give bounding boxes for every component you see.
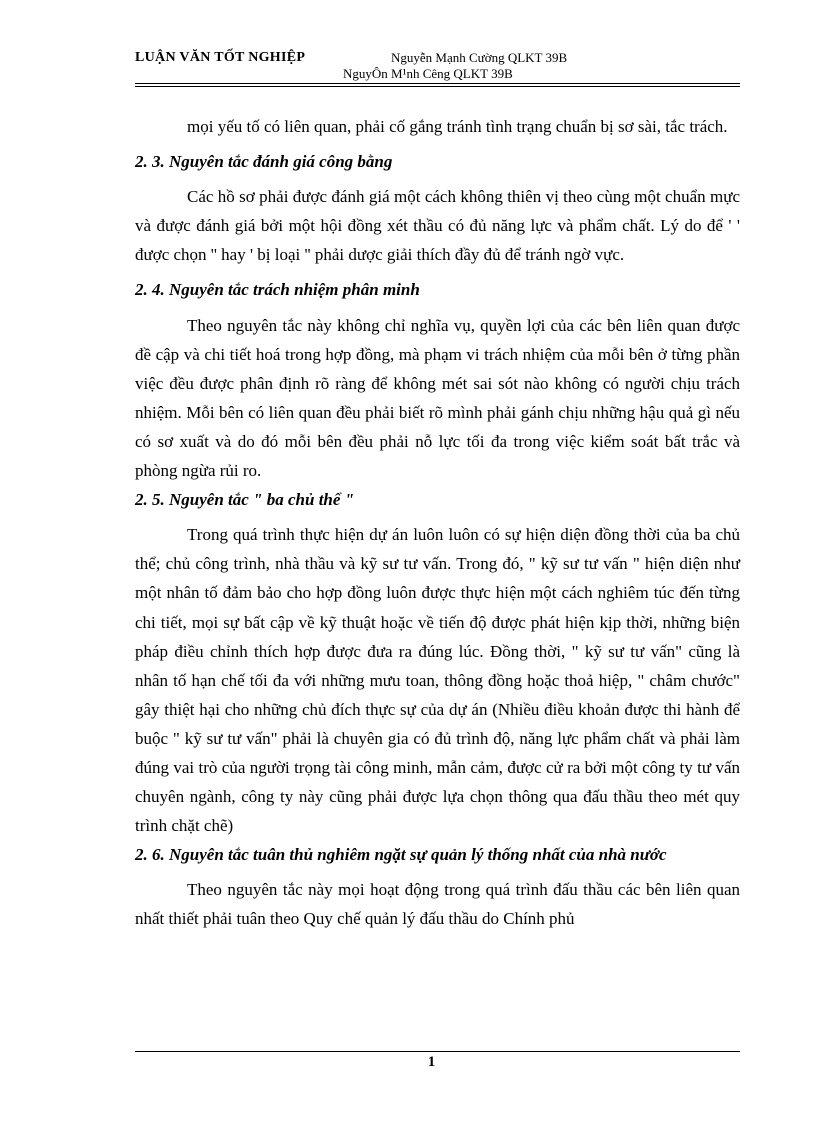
footer-divider: [135, 1051, 740, 1052]
document-body: [135, 112, 740, 934]
section-heading-2-3: 2. 3. Nguyên tắc đánh giá công bằng: [135, 152, 393, 172]
section-heading-2-6: 2. 6. Nguyên tắc tuân thủ nghiêm ngặt sự quản lý thống nhất của nhà nước: [135, 845, 667, 865]
author-line-2: NguyÔn M¹nh Cêng QLKT 39B: [343, 66, 513, 81]
paragraph-2-5: Trong quá trình thực hiện dự án luôn luôn có sự hiện diện đồng thời của ba chủ thể; chủ công trình, nhà thầu và kỹ sư tư vấn. Trong đó, " kỹ sư tư vấn " hiện diện như một nhân tố đảm bảo cho hợp đồng luôn được thực hiện một cách nghiêm túc đến từng chi tiết, mọi sự bất cập về kỹ thuật hoặc về tiến độ được phát hiện kịp thời, những biện pháp điều chỉnh thích hợp được đưa ra đúng lúc. Đồng thời, " kỹ sư tư vấn" cũng là nhân tố hạn chế tối đa với những mưu toan, thông đồng hoặc thoả hiệp, " châm chước" gây thiệt hại cho những chủ đích thực sự của dự án (Nhiều điều khoản được thi hành để buộc " kỹ sư tư vấn" phải là chuyên gia có đủ trình độ, năng lực phẩm chất và phải làm đúng vai trò của người trọng tài công minh, mẫn cảm, được cử ra bởi một công ty tư vấn chuyên ngành, công ty này cũng phải được lựa chọn thông qua đấu thầu theo mét quy trình chặt chẽ): [135, 525, 740, 836]
page-number: 1: [427, 1054, 436, 1070]
paragraph-2-4: Theo nguyên tắc này không chỉ nghĩa vụ, quyền lợi của các bên liên quan được đề cập và chi tiết hoá trong hợp đồng, mà phạm vi trách nhiệm của mỗi bên ở từng phần việc đều được phân định rõ ràng để không mét sai sót nào không có người chịu trách nhiệm. Mỗi bên có liên quan đều phải biết rõ mình phải gánh chịu những hậu quả gì nếu có sơ xuất và do đó mỗi bên đều phải nỗ lực tối đa trong việc kiểm soát bất trắc và phòng ngừa rủi ro.: [135, 315, 740, 481]
paragraph-2-6: Theo nguyên tắc này mọi hoạt động trong quá trình đấu thầu các bên liên quan nhất thiết phải tuân theo Quy chế quản lý đấu thầu do Chính phủ: [135, 880, 740, 929]
paragraph-2-3: Các hồ sơ phải được đánh giá một cách không thiên vị theo cùng một chuẩn mực và được đánh giá bởi một hội đồng xét thầu có đủ năng lực và phẩm chất. Lý do để ' ' được chọn '' hay ' bị loại '' phải dược giải thích đầy đủ để tránh ngờ vực.: [135, 187, 740, 265]
page-header: [135, 48, 740, 88]
author-line-1: Nguyễn Mạnh Cường QLKT 39B: [391, 50, 568, 65]
header-divider: [135, 83, 740, 87]
paragraph-continued: mọi yếu tố có liên quan, phải cố gắng tránh tình trạng chuẩn bị sơ sài, tắc trách.: [187, 117, 728, 136]
section-heading-2-5: 2. 5. Nguyên tắc " ba chủ thể ": [135, 490, 355, 510]
thesis-label: LUẬN VĂN TỐT NGHIỆP: [135, 50, 306, 65]
section-heading-2-4: 2. 4. Nguyên tắc trách nhiệm phân minh: [135, 280, 420, 300]
